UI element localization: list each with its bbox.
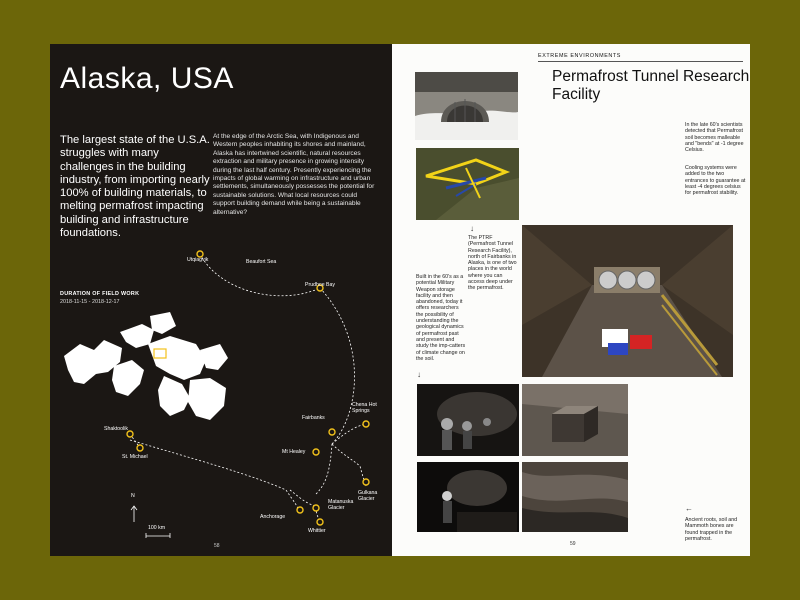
caption-built-sixties: Built in the 60's as a potential Military Weapon storage facility and then abandoned, today it offers researchers the possibility of understanding the geological dynamics of permafrost past and present and study the imp-catters of climate change on the soil. [416,274,466,362]
map-label-matanuska-glacier: Matanuska Glacier [328,499,354,511]
lead-paragraph: The largest state of the U.S.A. struggles with many challenges in the building industry, from importing nearly 100% of building materials, to melting permafrost impacting building and infrastructure foundations. [60,134,210,240]
map-label-anchorage: Anchorage [260,514,286,520]
section-label: EXTREME ENVIRONMENTS [538,53,621,59]
body-paragraph: At the edge of the Arctic Sea, with Indigenous and Western peoples inhabiting its shores and mainland, Alaska has intertwined scientific, natural resources extraction and military presence in growing intensity during the last half century. Presently experiencing the impacts of global warming on infrastructure and urban settlements, simultaneously possesses the potential for sustainable solutions. What local resources could support building demand while being a sustainable alternative? [213,133,375,216]
map-label-st-michael: St. Michael [122,454,148,460]
world-minimap [64,312,228,420]
map-label-mt-healey: Mt Healey [282,449,306,455]
page-number-right: 59 [570,541,576,547]
map-label-gulkana-glacier: Gulkana Glacier [358,490,378,502]
section-rule [538,61,743,62]
tunnel-diagram-photo [416,148,519,220]
map-label-beaufort-sea: Beaufort Sea [246,259,277,265]
scale-bar [146,533,170,538]
researchers-photo [417,384,519,456]
north-label: N [131,493,135,499]
map-label-fairbanks: Fairbanks [302,415,325,421]
frozen-soil-photo [522,384,628,456]
fieldwork-label: DURATION OF FIELD WORK [60,291,140,297]
map-label-whittier: Whittier [308,528,326,534]
route-map [50,44,392,556]
dark-tunnel-photo [417,462,519,532]
page-title: Alaska, USA [60,62,234,95]
tunnel-entrance-photo [415,72,518,140]
map-label-utqiagvik: Utqiagvik [187,257,209,263]
map-label-prudhoe-bay: Prudhoe Bay [305,282,335,288]
north-arrow [131,506,137,522]
right-page [392,44,750,556]
caption-ancient-roots: Ancient roots, soil and Mammoth bones are found trapped in the permafrost. [685,517,738,542]
map-label-shaktoolik: Shaktoolik [104,426,128,432]
caption-cooling-systems: Cooling systems were added to the two entrances to guarantee at least -4 degrees celsius for permafrost stability. [685,165,746,197]
facility-title: Permafrost Tunnel Research Facility [552,68,750,103]
tunnel-wall-photo [522,462,628,532]
fieldwork-dates: 2018-11-15 - 2018-12-17 [60,299,120,305]
caption-permafrost-malleable: In the late 60's scientists detected that Permafrost soil becomes malleable and "bends" at -1 degree Celsius. [685,122,744,154]
arrow-down-icon: ↓ [470,224,474,233]
map-label-chena-hot-springs: Chena Hot Springs [352,402,377,414]
scale-label: 100 km [148,525,166,531]
left-page [50,44,392,556]
tunnel-interior-photo [522,225,733,377]
caption-ptrf: The PTRF (Permafrost Tunnel Research Facility), north of Fairbanks in Alaska, is one of two places in the world where you can access deep under the permafrost. [468,235,517,292]
page-number-left: 58 [214,543,220,549]
arrow-left-icon: ← [685,504,693,513]
arrow-down-icon: ↓ [417,370,421,379]
